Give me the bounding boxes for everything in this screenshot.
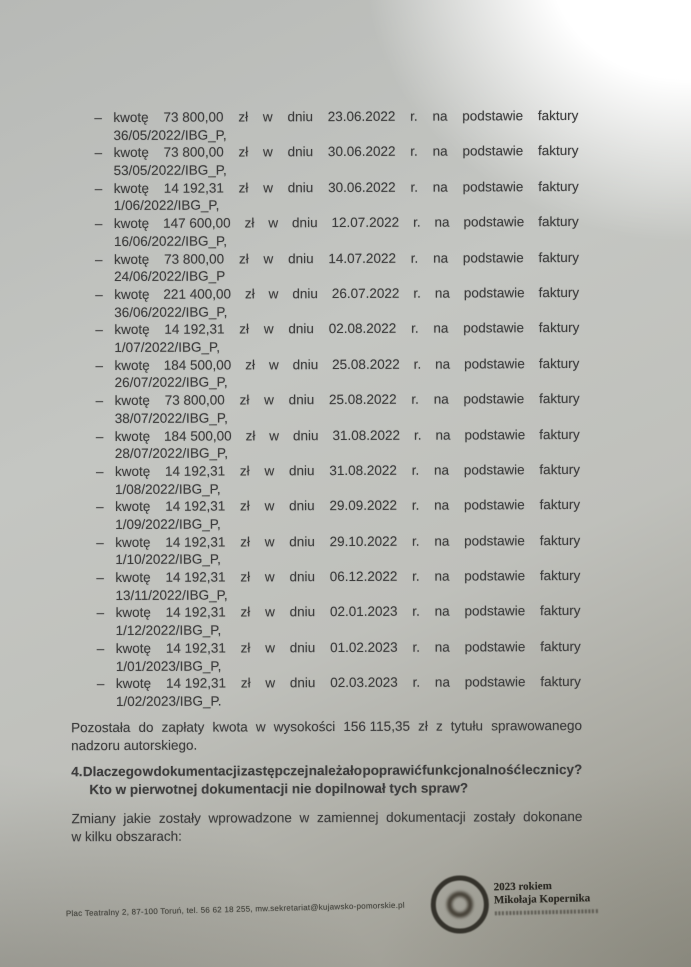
payment-invoice-number: 24/06/2022/IBG_P xyxy=(114,268,226,285)
word: kwotę xyxy=(113,180,150,196)
word: zł xyxy=(244,286,255,302)
paragraph-line: w kilku obszarach: xyxy=(71,828,182,844)
payment-list-item xyxy=(95,355,580,392)
word: 02.08.2022 xyxy=(328,321,397,337)
word: zł xyxy=(245,427,256,443)
word: podstawie xyxy=(462,108,524,124)
word: 73 800,00 xyxy=(164,251,225,267)
logo-tagline-text-line xyxy=(495,909,599,915)
word: podstawie xyxy=(464,674,526,690)
payment-invoice-number: 1/01/2023/IBG_P, xyxy=(115,658,222,674)
word: r. xyxy=(413,214,421,230)
word: r. xyxy=(413,356,422,372)
word: w xyxy=(265,640,275,656)
word: kwotę xyxy=(115,640,152,656)
word: kwotę xyxy=(114,322,150,338)
paragraph-question-4 xyxy=(71,761,582,799)
word: z xyxy=(435,718,443,734)
word: dniu xyxy=(288,392,315,408)
word: 14 192,31 xyxy=(165,640,226,656)
word: tytułu xyxy=(450,718,484,734)
word: 30.06.2022 xyxy=(328,179,396,195)
word: w xyxy=(264,392,274,408)
word: zł xyxy=(244,215,255,231)
payment-line-1 xyxy=(115,461,580,481)
word: na xyxy=(434,214,450,230)
word: dniu xyxy=(287,144,314,160)
word: lecznicy? xyxy=(521,761,583,778)
word: r. xyxy=(410,250,419,266)
word: należało xyxy=(308,762,363,779)
payment-list-item xyxy=(94,249,580,286)
word: zł xyxy=(239,463,250,479)
word: r. xyxy=(413,427,422,443)
word: na xyxy=(435,427,451,443)
payment-line-1 xyxy=(114,249,579,269)
word: dniu xyxy=(288,463,315,479)
word: zł xyxy=(240,604,251,620)
word: dniu xyxy=(292,427,319,443)
list-dash-marker: – xyxy=(95,393,104,409)
word: dniu xyxy=(287,179,314,196)
word: faktury xyxy=(538,214,579,230)
payment-line-1 xyxy=(114,355,579,375)
payment-invoice-number: 28/07/2022/IBG_P, xyxy=(114,445,229,462)
list-dash-marker: – xyxy=(96,499,104,515)
word: zł xyxy=(240,498,250,514)
word: jakie xyxy=(123,810,152,826)
word: na xyxy=(434,285,450,301)
word: podstawie xyxy=(463,391,525,407)
payment-list-item xyxy=(96,673,581,710)
word: w xyxy=(264,463,275,479)
payment-line-1 xyxy=(113,107,578,127)
word: faktury xyxy=(538,320,580,336)
payment-list-item xyxy=(95,390,580,427)
list-dash-marker: – xyxy=(96,676,105,692)
list-dash-marker: – xyxy=(96,534,104,550)
payment-list-item xyxy=(96,567,581,604)
word: dniu xyxy=(292,286,318,302)
word: podstawie xyxy=(462,143,524,159)
payment-line-1 xyxy=(114,142,579,162)
payment-line-1 xyxy=(114,178,579,198)
payment-line-1 xyxy=(115,496,580,516)
payment-list-item xyxy=(94,142,579,179)
word: zastępczej xyxy=(240,763,309,779)
word: podstawie xyxy=(463,214,525,230)
word: Pozostała xyxy=(71,719,131,736)
word: 29.10.2022 xyxy=(329,533,398,549)
word: w xyxy=(268,357,279,373)
payment-invoice-number: 36/05/2022/IBG_P, xyxy=(113,127,227,143)
word: r. xyxy=(410,179,418,195)
word: w xyxy=(265,604,275,620)
payment-invoice-number: 1/12/2022/IBG_P, xyxy=(115,622,222,639)
word: podstawie xyxy=(463,320,525,336)
word: dniu xyxy=(288,321,314,337)
word: faktury xyxy=(538,249,580,265)
word: 25.08.2022 xyxy=(328,391,397,408)
word: podstawie xyxy=(464,603,526,619)
word: zł xyxy=(238,180,249,196)
word: w xyxy=(264,533,275,550)
paragraph-remaining-amount xyxy=(71,717,582,755)
word: 73 800,00 xyxy=(163,109,224,125)
word: na xyxy=(432,179,448,195)
word: zł xyxy=(239,392,250,408)
word: faktury xyxy=(538,178,579,194)
word: dokumentacji xyxy=(386,809,466,825)
payment-invoice-number: 53/05/2022/IBG_P, xyxy=(113,162,227,179)
payment-invoice-number: 1/08/2022/IBG_P, xyxy=(114,481,221,497)
word: Dlaczego xyxy=(82,763,143,780)
word: dokonane xyxy=(523,808,583,825)
list-dash-marker: – xyxy=(94,180,103,196)
word: faktury xyxy=(540,674,581,690)
word: dniu xyxy=(292,356,319,372)
payment-invoice-number: 1/07/2022/IBG_P, xyxy=(114,339,221,356)
payment-invoice-number: 36/06/2022/IBG_P, xyxy=(114,304,228,320)
word: 06.12.2022 xyxy=(329,568,398,585)
word: podstawie xyxy=(464,426,526,442)
word: dniu xyxy=(289,498,315,514)
word: 184 500,00 xyxy=(163,357,232,373)
word: faktury xyxy=(539,391,580,407)
word: na xyxy=(433,320,449,336)
word: 30.06.2022 xyxy=(327,144,396,160)
word: 14 192,31 xyxy=(165,498,226,515)
word: kwotę xyxy=(115,569,151,586)
word: sprawowanego xyxy=(491,717,583,734)
word: zł xyxy=(238,144,249,160)
list-dash-marker: – xyxy=(94,251,103,267)
word: zł xyxy=(240,569,251,585)
word: zł xyxy=(240,534,250,550)
payment-list-item xyxy=(95,425,580,462)
payment-list-item xyxy=(95,319,580,356)
payment-line-1 xyxy=(115,425,580,445)
paragraph-changes-intro xyxy=(71,808,582,846)
payment-list-item xyxy=(95,284,580,321)
word: dniu xyxy=(288,250,314,266)
word: 73 800,00 xyxy=(164,392,225,408)
word: zł xyxy=(239,321,250,337)
paragraph-line: Kto w pierwotnej dokumentacji nie dopilnował tych spraw? xyxy=(89,780,469,797)
word: na xyxy=(434,568,450,584)
word: wprowadzone xyxy=(208,810,292,826)
list-dash-marker: – xyxy=(94,216,103,232)
payment-line-1 xyxy=(116,673,581,693)
word: r. xyxy=(411,391,419,407)
word: kwotę xyxy=(113,251,150,267)
word: 221 400,00 xyxy=(163,286,232,302)
word: faktury xyxy=(538,284,580,301)
word: do xyxy=(138,719,154,735)
word: na xyxy=(432,143,448,160)
word: podstawie xyxy=(463,462,525,478)
word: podstawie xyxy=(464,532,525,549)
word: zł xyxy=(240,640,251,656)
word: dniu xyxy=(292,215,318,231)
word: na xyxy=(434,533,450,549)
word: kwotę xyxy=(115,676,152,692)
word: podstawie xyxy=(463,497,525,513)
word: podstawie xyxy=(464,355,525,372)
word: 14 192,31 xyxy=(164,463,226,479)
payment-line-1 xyxy=(115,532,580,552)
word: kwotę xyxy=(113,145,149,161)
word: faktury xyxy=(539,532,581,548)
payment-invoice-number: 1/06/2022/IBG_P, xyxy=(113,198,220,214)
word: r. xyxy=(411,497,420,514)
word: zostały xyxy=(473,809,516,825)
word: dniu xyxy=(289,604,316,620)
word: zamiennej xyxy=(316,809,379,826)
word: na xyxy=(434,497,450,513)
word: 14 192,31 xyxy=(165,534,226,550)
payment-line-1 xyxy=(115,390,580,410)
list-dash-marker: – xyxy=(96,605,105,621)
list-dash-marker: – xyxy=(94,110,102,126)
word: w xyxy=(255,719,266,735)
word: w xyxy=(263,180,273,196)
word: zł xyxy=(418,718,428,734)
word: faktury xyxy=(540,638,581,655)
word: r. xyxy=(412,604,420,620)
copernicus-logo-center-icon xyxy=(447,891,473,917)
word: kwotę xyxy=(114,357,150,373)
copernicus-logo-text xyxy=(494,879,591,906)
word: r. xyxy=(412,568,420,584)
word: r. xyxy=(411,321,419,337)
payment-list xyxy=(94,107,581,711)
list-dash-marker: – xyxy=(95,463,104,479)
word: zapłaty xyxy=(161,719,205,735)
word: kwotę xyxy=(114,392,150,409)
word: 26.07.2022 xyxy=(331,285,400,302)
word: dniu xyxy=(287,109,313,125)
payment-invoice-number: 16/06/2022/IBG_P, xyxy=(113,233,228,249)
payment-line-1 xyxy=(115,567,580,587)
word: 156 115,35 xyxy=(343,718,410,735)
word: na xyxy=(434,639,450,655)
word: 23.06.2022 xyxy=(327,108,396,125)
payment-invoice-number: 26/07/2022/IBG_P, xyxy=(114,374,228,391)
word: r. xyxy=(412,639,420,655)
word: faktury xyxy=(539,568,581,584)
word: w xyxy=(264,569,275,585)
word: zł xyxy=(238,250,249,267)
word: r. xyxy=(410,108,418,124)
payment-line-1 xyxy=(116,602,581,622)
logo-name-line: Mikołaja Kopernika xyxy=(493,891,591,906)
word: w xyxy=(263,321,274,337)
word: zł xyxy=(245,357,256,373)
payment-list-item xyxy=(96,602,581,639)
word: zł xyxy=(240,675,251,691)
word: kwotę xyxy=(113,109,149,126)
word: 14 192,31 xyxy=(164,321,225,338)
word: dniu xyxy=(289,639,316,656)
word: 31.08.2022 xyxy=(332,427,401,443)
word: w xyxy=(268,215,279,231)
word: faktury xyxy=(537,107,579,124)
word: 73 800,00 xyxy=(163,144,224,161)
word: funkcjonalność xyxy=(422,762,522,778)
word: na xyxy=(434,674,450,690)
word: podstawie xyxy=(464,639,526,655)
payment-invoice-number: 1/10/2022/IBG_P, xyxy=(115,551,221,568)
word: na xyxy=(434,604,450,620)
word: kwotę xyxy=(113,216,150,232)
word: zostały xyxy=(158,810,201,826)
payment-list-item xyxy=(96,638,581,675)
word: w xyxy=(268,286,279,302)
word: podstawie xyxy=(463,285,525,301)
paragraph-line xyxy=(71,717,582,737)
word: zł xyxy=(238,109,249,125)
word: faktury xyxy=(539,426,580,442)
payment-list-item xyxy=(96,532,581,569)
word: r. xyxy=(411,462,420,478)
paragraph-line xyxy=(71,761,582,781)
word: dokumentacji xyxy=(153,763,241,779)
word: 14 192,31 xyxy=(165,675,227,692)
word: 29.09.2022 xyxy=(329,498,398,514)
word: poprawić xyxy=(362,762,422,778)
word: faktury xyxy=(538,355,580,371)
list-dash-marker: – xyxy=(95,322,103,338)
word: na xyxy=(432,108,448,124)
word: dniu xyxy=(289,675,316,691)
word: w xyxy=(265,675,276,691)
word: w xyxy=(262,109,273,125)
list-dash-marker: – xyxy=(95,357,104,373)
payment-invoice-number: 38/07/2022/IBG_P, xyxy=(114,410,228,426)
word: kwotę xyxy=(114,286,150,302)
word: faktury xyxy=(539,603,581,619)
payment-invoice-number: 13/11/2022/IBG_P, xyxy=(115,587,228,603)
word: 02.01.2023 xyxy=(329,604,398,620)
word: r. xyxy=(412,674,421,690)
word: faktury xyxy=(539,461,580,478)
word: r. xyxy=(413,285,421,301)
word: 01.02.2023 xyxy=(330,639,398,655)
payment-line-1 xyxy=(116,638,581,658)
word: podstawie xyxy=(464,568,526,584)
payment-line-1 xyxy=(114,213,579,233)
word: kwotę xyxy=(115,605,151,621)
word: w xyxy=(299,810,310,826)
list-dash-marker: – xyxy=(95,287,103,303)
word: 4. xyxy=(71,764,83,780)
word: 12.07.2022 xyxy=(331,214,400,231)
paragraph-line xyxy=(71,808,582,828)
payment-list-item xyxy=(96,496,581,533)
word: kwota xyxy=(212,719,248,735)
word: na xyxy=(433,462,450,478)
word: dniu xyxy=(289,569,316,585)
word: na xyxy=(435,356,451,372)
word: 02.03.2023 xyxy=(330,675,398,691)
word: w xyxy=(269,427,280,443)
word: kwotę xyxy=(115,499,151,515)
payment-list-item xyxy=(94,178,579,215)
word: 14 192,31 xyxy=(163,180,224,196)
word: 14.07.2022 xyxy=(328,250,396,266)
payment-invoice-number: 1/02/2023/IBG_P. xyxy=(115,693,222,709)
word: 147 600,00 xyxy=(163,215,231,231)
word: kwotę xyxy=(115,534,151,550)
payment-list-item xyxy=(94,107,579,144)
word: 31.08.2022 xyxy=(329,462,397,478)
footer-address: Plac Teatralny 2, 87-100 Toruń, tel. 56 62 18 255, mw.sekretariat@kujawsko-pomorskie.pl xyxy=(65,900,405,919)
word: Zmiany xyxy=(71,811,116,827)
word: 184 500,00 xyxy=(163,428,232,444)
word: na xyxy=(433,391,449,407)
word: r. xyxy=(411,533,420,549)
word: kwotę xyxy=(114,463,151,479)
payment-list-item xyxy=(94,213,579,250)
word: kwotę xyxy=(114,428,151,444)
list-dash-marker: – xyxy=(96,640,105,656)
list-dash-marker: – xyxy=(96,570,104,586)
list-dash-marker: – xyxy=(94,145,103,161)
payment-list-item xyxy=(95,461,580,498)
logo-year-line: 2023 rokiem xyxy=(493,880,552,894)
word: wysokości xyxy=(273,719,336,735)
word: w xyxy=(263,250,274,266)
paragraph-line: nadzoru autorskiego. xyxy=(71,737,198,753)
payment-line-1 xyxy=(114,284,579,304)
word: 14 192,31 xyxy=(165,569,226,585)
word: na xyxy=(433,250,449,266)
word: dniu xyxy=(289,533,315,549)
word: w xyxy=(264,498,275,514)
word: faktury xyxy=(537,143,579,159)
payment-invoice-number: 1/09/2022/IBG_P, xyxy=(115,516,221,533)
word: r. xyxy=(410,144,418,160)
word: faktury xyxy=(539,497,581,513)
word: w xyxy=(142,763,154,779)
word: 14 192,31 xyxy=(165,604,226,621)
word: w xyxy=(263,144,273,160)
word: podstawie xyxy=(462,179,524,195)
list-dash-marker: – xyxy=(95,428,104,444)
payment-line-1 xyxy=(114,319,579,339)
word: 25.08.2022 xyxy=(332,356,400,372)
word: podstawie xyxy=(462,249,524,266)
